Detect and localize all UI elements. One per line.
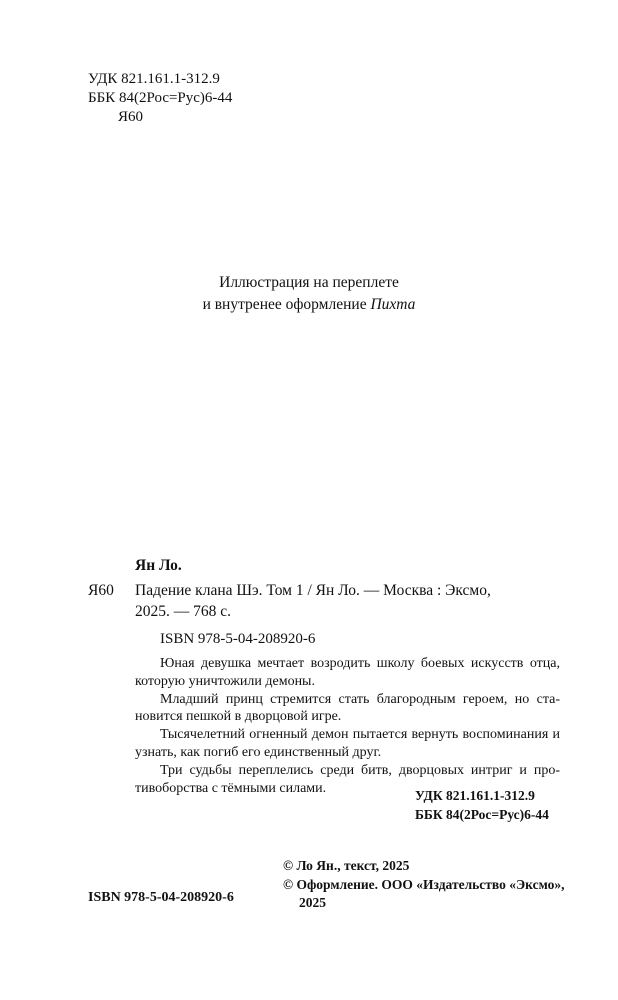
card-author-mark: Я60 xyxy=(88,582,114,599)
card-author: Ян Ло. xyxy=(135,557,182,574)
card-description xyxy=(135,580,560,622)
bottom-isbn: ISBN 978-5-04-208920-6 xyxy=(88,890,234,905)
card-description-line-2: 2025. — 768 с. xyxy=(135,603,232,620)
copyright-block xyxy=(283,857,564,913)
annotation-paragraph: Тысячелетний огненный демон пытается вернуть воспоминания и узнать, как погиб его единственный друг. xyxy=(135,727,560,760)
illustration-credit-line-1: Иллюстрация на переплете xyxy=(219,274,399,291)
illustration-credit-line-2 xyxy=(0,294,618,316)
card-isbn: ISBN 978-5-04-208920-6 xyxy=(160,631,316,647)
bottom-udk-code: УДК 821.161.1-312.9 xyxy=(415,788,535,803)
annotation-paragraph: Младший принц стремится стать благородным героем, но становится пешкой в дворцовой игре. xyxy=(135,691,560,725)
illustration-credit-prefix: и внутренее оформление xyxy=(202,296,367,313)
copyright-design: © Оформление. ООО «Издательство «Эксмо», xyxy=(283,876,565,892)
copyright-design-year: 2025 xyxy=(299,895,326,910)
illustration-credit xyxy=(0,272,618,316)
annotation-paragraph: Юная девушка мечтает возродить школу боевых искусств отца, которую уничтожили демоны. xyxy=(135,656,560,689)
card-description-line-1: Падение клана Шэ. Том 1 / Ян Ло. — Москва : Эксмо, xyxy=(135,582,491,599)
author-mark: Я60 xyxy=(118,109,144,125)
bbk-code: ББК 84(2Рос=Рус)6-44 xyxy=(88,90,233,106)
illustration-artist: Пихта xyxy=(370,296,416,313)
bottom-classification-codes xyxy=(415,786,549,824)
annotation-paragraph: Три судьбы переплелись среди битв, дворцовых интриг и противоборства с тёмными силами. xyxy=(135,762,560,796)
copyright-text: © Ло Ян., текст, 2025 xyxy=(283,858,410,873)
udk-code: УДК 821.161.1-312.9 xyxy=(88,71,220,87)
annotation xyxy=(135,655,560,797)
top-classification-codes xyxy=(88,70,232,127)
bottom-bbk-code: ББК 84(2Рос=Рус)6-44 xyxy=(415,807,549,822)
